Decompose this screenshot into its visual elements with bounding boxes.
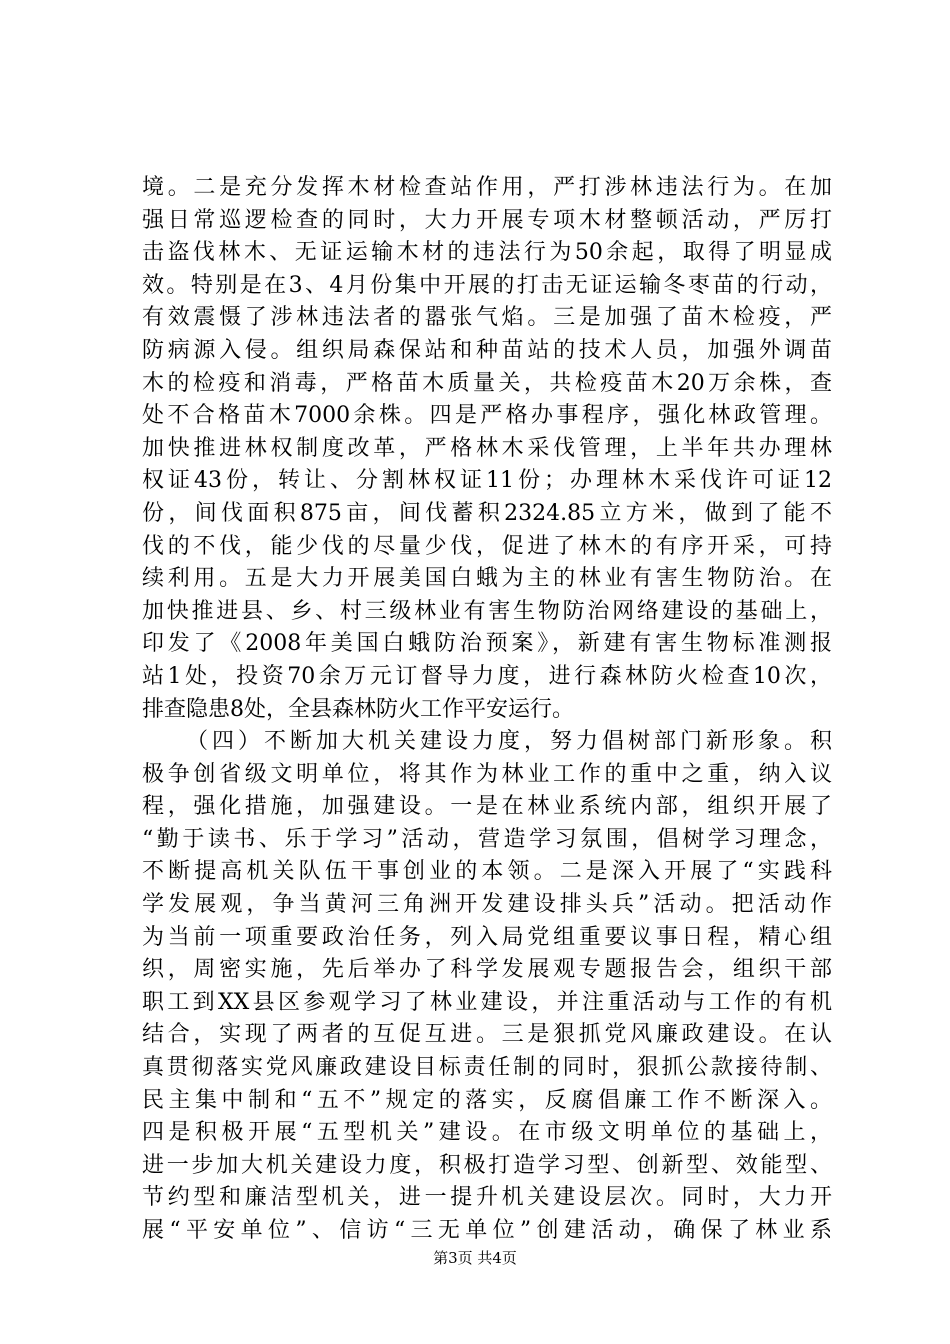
text-line: 为当前一项重要政治任务，列入局党组重要议事日程，精心组 <box>142 924 832 950</box>
text-line: 站1处，投资70余万元订督导力度，进行森林防火检查10次， <box>142 663 832 689</box>
text-line: 民主集中制和“五不”规定的落实，反腐倡廉工作不断深入。 <box>142 1087 832 1113</box>
text-line: 节约型和廉洁型机关，进一提升机关建设层次。同时，大力开 <box>142 1185 832 1211</box>
text-line: 极争创省级文明单位，将其作为林业工作的重中之重，纳入议 <box>142 761 832 787</box>
text-line: 加快推进林权制度改革，严格林木采伐管理，上半年共办理林 <box>142 435 832 461</box>
text-line: 不断提高机关队伍干事创业的本领。二是深入开展了“实践科 <box>142 859 832 885</box>
text-line: 真贯彻落实党风廉政建设目标责任制的同时，狠抓公款接待制、 <box>142 1055 832 1081</box>
text-line: 境。二是充分发挥木材检查站作用，严打涉林违法行为。在加 <box>142 175 832 200</box>
page-footer: 第3页 共4页 <box>433 1249 517 1267</box>
text-line: 有效震慑了涉林违法者的嚣张气焰。三是加强了苗木检疫，严 <box>142 305 832 331</box>
text-line: 续利用。五是大力开展美国白蛾为主的林业有害生物防治。在 <box>142 566 832 592</box>
text-line: 程，强化措施，加强建设。一是在林业系统内部，组织开展了 <box>142 794 832 820</box>
text-line: 份，间伐面积875亩，间伐蓄积2324.85立方米，做到了能不 <box>142 500 832 526</box>
text-line: “勤于读书、乐于学习”活动，营造学习氛围，倡树学习理念， <box>142 826 832 852</box>
text-line: 展“平安单位”、信访“三无单位”创建活动，确保了林业系 <box>142 1218 832 1243</box>
paragraph-1 <box>142 172 832 726</box>
text-line: 加快推进县、乡、村三级林业有害生物防治网络建设的基础上， <box>142 598 832 624</box>
text-line: 进一步加大机关建设力度，积极打造学习型、创新型、效能型、 <box>142 1152 832 1178</box>
text-line: 学发展观，争当黄河三角洲开发建设排头兵”活动。把活动作 <box>142 892 832 918</box>
document-body <box>142 172 832 1248</box>
text-line: 伐的不伐，能少伐的尽量少伐，促进了林木的有序开采，可持 <box>142 533 832 559</box>
text-line: 强日常巡逻检查的同时，大力开展专项木材整顿活动，严厉打 <box>142 207 832 233</box>
text-line: 击盗伐林木、无证运输木材的违法行为50余起，取得了明显成 <box>142 240 832 266</box>
text-line: 结合，实现了两者的互促互进。三是狠抓党风廉政建设。在认 <box>142 1022 832 1048</box>
paragraph-2 <box>142 726 832 1248</box>
text-line: 权证43份，转让、分割林权证11份；办理林木采伐许可证12 <box>142 468 832 494</box>
text-line: 防病源入侵。组织局森保站和种苗站的技术人员，加强外调苗 <box>142 337 832 363</box>
text-line: 木的检疫和消毒，严格苗木质量关，共检疫苗木20万余株，查 <box>142 370 832 396</box>
text-line: 职工到XX县区参观学习了林业建设，并注重活动与工作的有机 <box>142 989 832 1015</box>
text-line: 印发了《2008年美国白蛾防治预案》，新建有害生物标准测报 <box>142 631 832 657</box>
text-line: 处不合格苗木7000余株。四是严格办事程序，强化林政管理。 <box>142 403 832 429</box>
text-line: （四）不断加大机关建设力度，努力倡树部门新形象。积 <box>186 729 832 755</box>
text-line: 织，周密实施，先后举办了科学发展观专题报告会，组织干部 <box>142 957 832 983</box>
text-line: 四是积极开展“五型机关”建设。在市级文明单位的基础上， <box>142 1120 832 1146</box>
text-line: 排查隐患8处，全县森林防火工作平安运行。 <box>142 696 574 722</box>
text-line: 效。特别是在3、4月份集中开展的打击无证运输冬枣苗的行动， <box>142 272 832 298</box>
